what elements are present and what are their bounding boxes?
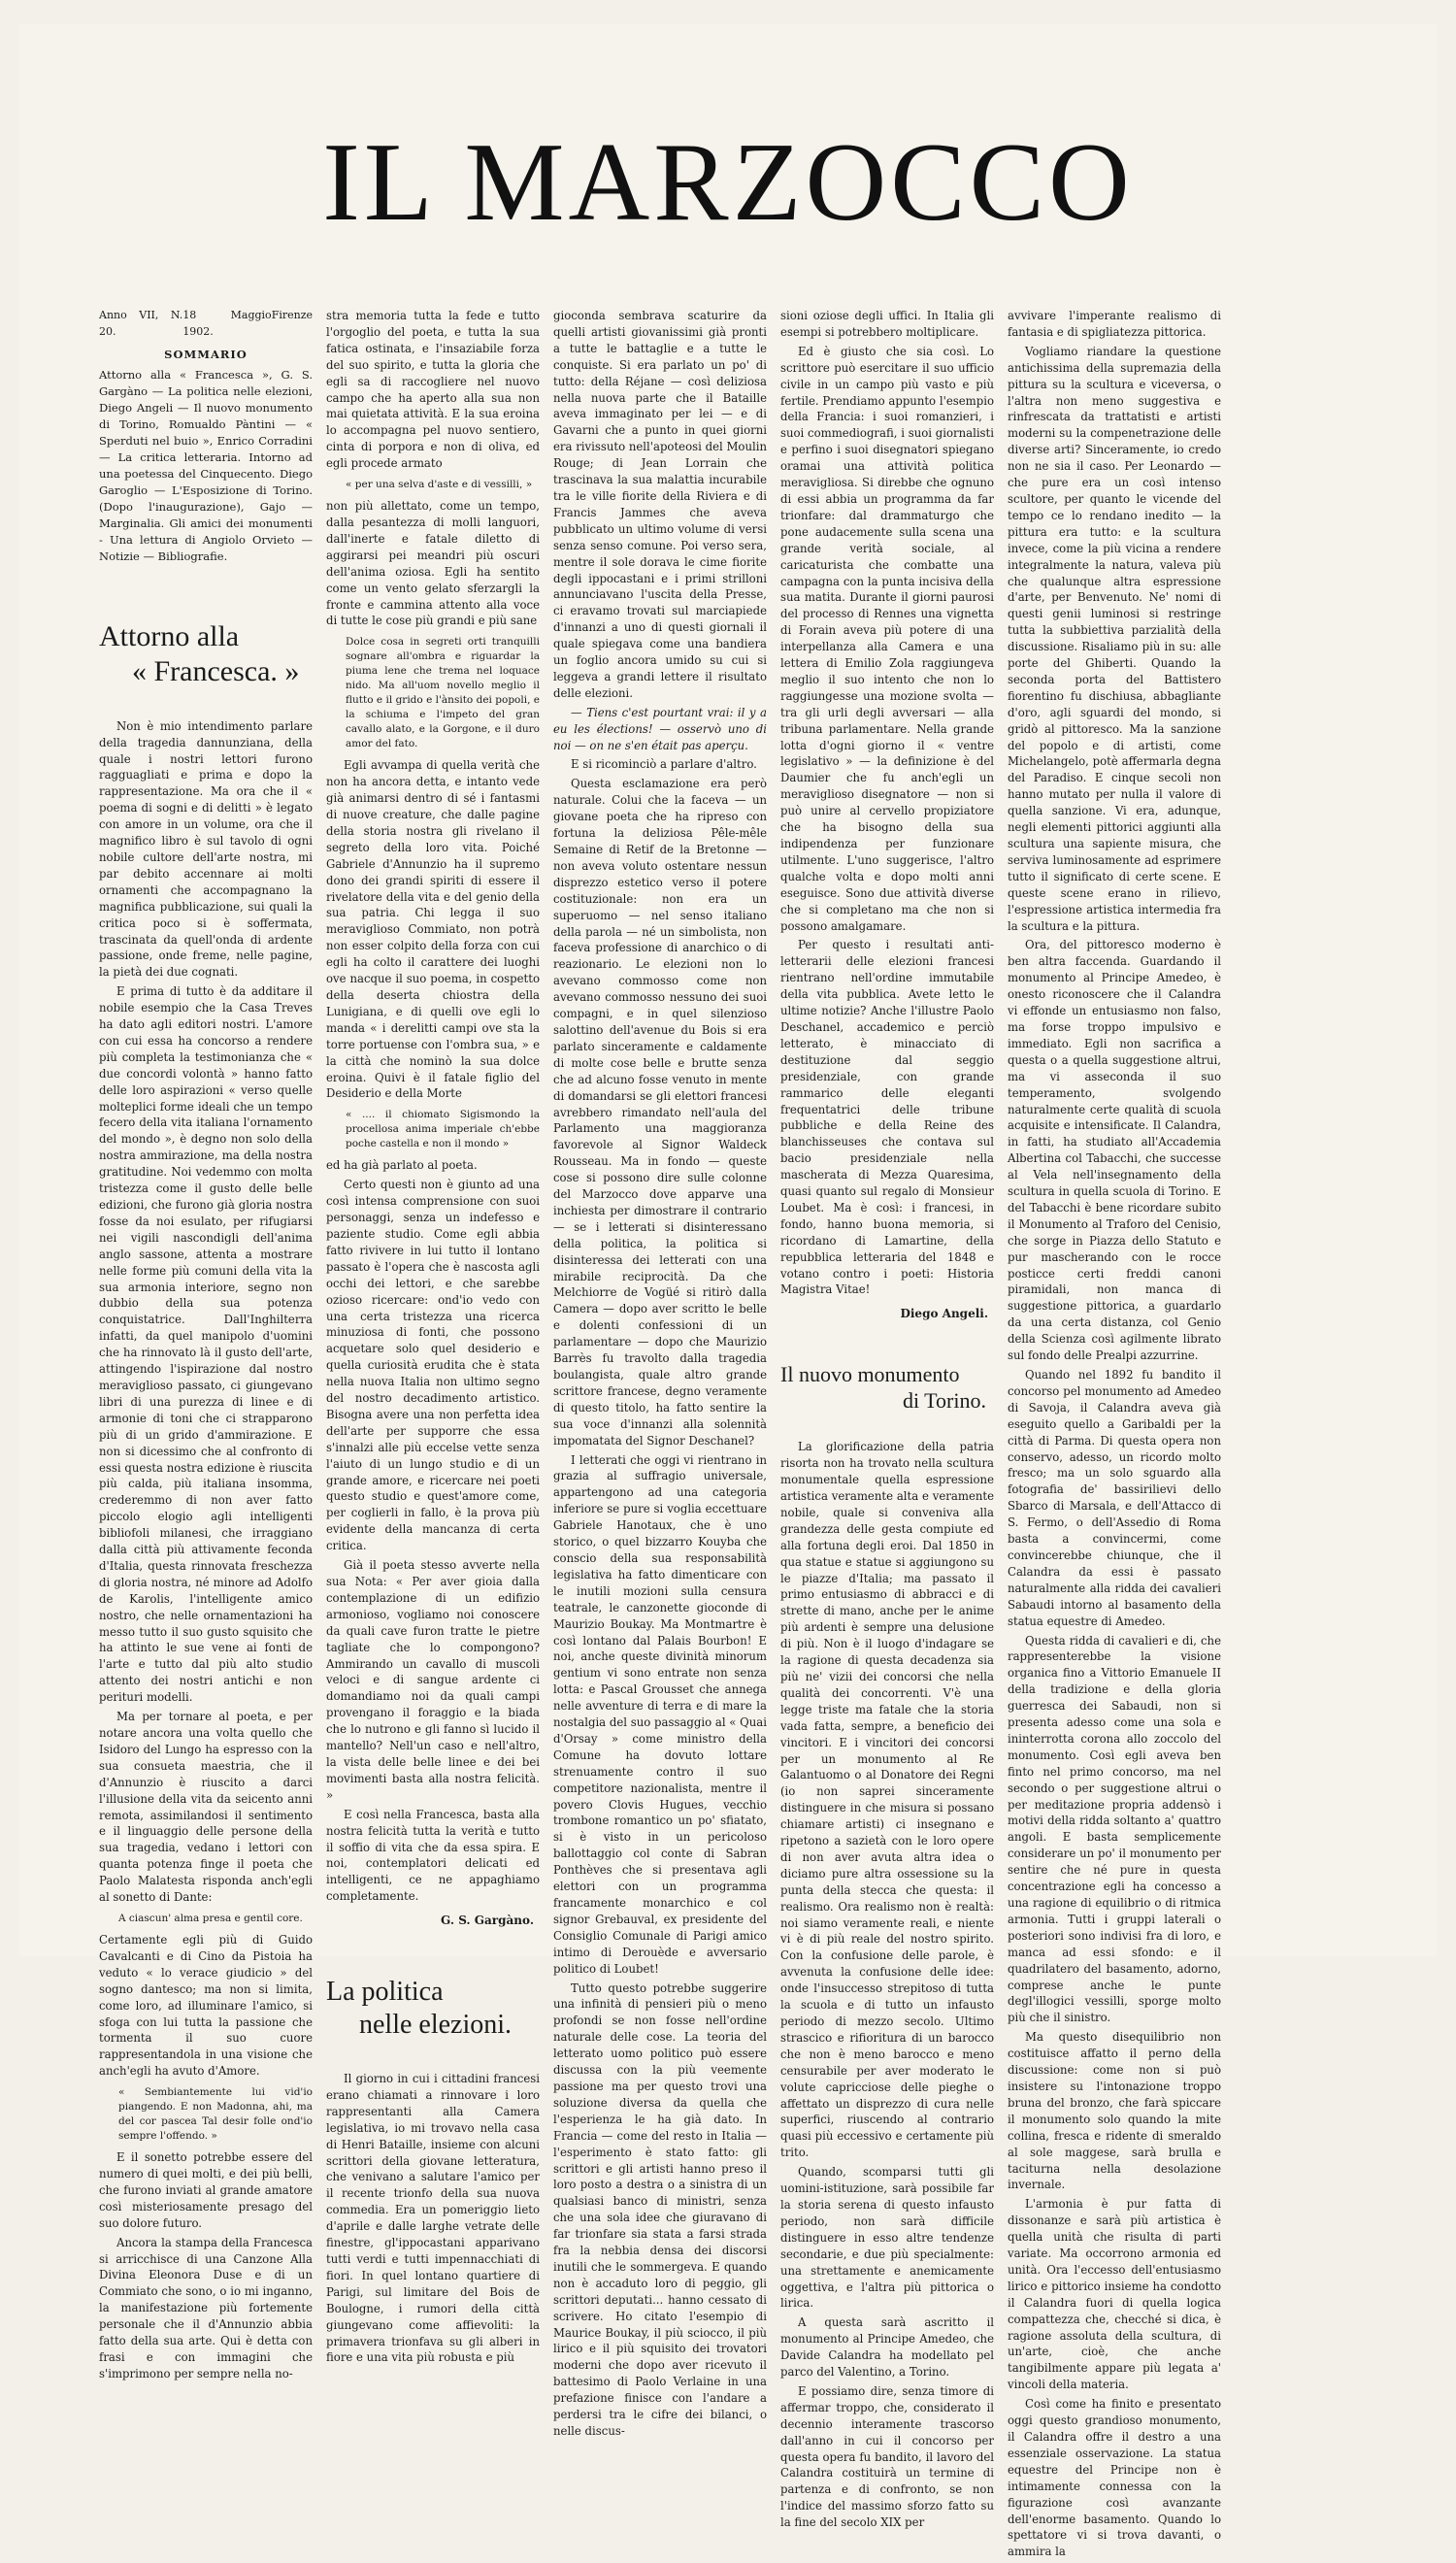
- paragraph: E così nella Francesca, basta alla nostra felicità tutta la verità e tutto il soffio di vita che da essa spira. E noi, contemplatori delicati ed intelligenti, ce ne appaghiamo completamente.: [326, 1807, 540, 1904]
- paragraph: — Tiens c'est pourtant vrai: il y a eu les élections! — osservò uno di noi — on ne s'en était pas aperçu.: [553, 705, 767, 752]
- paragraph: E possiamo dire, senza timore di affermar troppo, che, considerato il decennio interamente trascorso dall'anno in cui il concorso per questa opera fu bandito, il lavoro del Calandra costituirà un termine di partenza e di confronto, se non l'indice del massimo sforzo fatto su la fine del secolo XIX per: [780, 2383, 994, 2530]
- verse-quote: « .... il chiomato Sigismondo la procellosa anima imperiale ch'ebbe poche castella e non il mondo »: [346, 1109, 540, 1150]
- paragraph: Questa ridda di cavalieri e di, che rappresenterebbe la visione organica fino a Vittorio Emanuele II della tradizione e della gloria guerresca dei Sabaudi, non si presenta adesso come una sola e ininterrotta corona allo zoccolo del monumento. Così egli aveva ben finto nel primo concorso, ma nel secondo o per suggestione altrui o per meditazione propria addensò i motivi della ridda soltanto a' quattro angoli. E basta semplicemente considerare un po' il monumento per sentire che né pure in questa concentrazione egli ha concesso a una ragione di equilibrio o di ritmica armonia. Tutti i gruppi laterali o posteriori sono indivisi fra di loro, e manca ad essi sfondo: e il quadrilatero del basamento, adorno, comprese anche le punte degl'illogici vessilli, sporge molto più che il sinistro.: [1008, 1633, 1221, 2025]
- paragraph: Egli avvampa di quella verità che non ha ancora detta, e intanto vede già animarsi dentro di sé i fantasmi di nuove creature, che dalle pagine della storia nostra gli rivelano il segreto della loro vita. Poiché Gabriele d'Annunzio ha il supremo dono dei grandi spiriti di essere il rivelatore della vita e del genio della sua patria. Chi legga il suo meraviglioso Commiato, non potrà non esser colpito della forza con cui egli ha colto il carattere dei luoghi ove nacque il suo poema, in cospetto della deserta chiostra della Lunigiana, e di quelli ove egli lo manda « i derelitti campi ove sta la torre portuense con l'ombra sua, » e la città che nominò la sua dolce eroina. Quivi è il fatale figlio del Desiderio e della Morte: [326, 758, 540, 1101]
- paragraph: Questa esclamazione era però naturale. Colui che la faceva — un giovane poeta che ha ripreso con fortuna la deliziosa Pêle-mêle Semaine di Retif de la Bretonne — non aveva voluto ostentare nessun disprezzo estetico verso il potere costituzionale: non era un superuomo — nel senso italiano della parola — né un simbolista, non faceva professione di anarchico o di reazionario. Le elezioni non lo avevano commosso come non avevano commosso nessuno dei suoi compagni, e in quel silenzioso salottino dell'avenue du Bois si era parlato sinceramente e caldamente di molte cose belle e brutte senza che ad alcuno fosse venuto in mente di domandarsi se gli elettori francesi avrebbero rimandato nell'aula del Parlamento una maggioranza favorevole al Signor Waldeck Rousseau. Ma in fondo — queste cose si possono dire sulle colonne del Marzocco dove apparve una inchiesta per dimostrare il contrario — se i letterati si disinteressano della politica, la politica si disinteressa dei letterati con una mirabile reciprocità. Da che Melchiorre de Vogüé si ritirò dalla Camera — dopo aver scritto le belle e dolenti confessioni di un parlamentare — dopo che Maurizio Barrès fu travolto dalla tragedia boulangista, quale altro grande scrittore francese, degno veramente di questo titolo, ha fatto sentire la sua voce d'innanzi alla solennità impomatata del Signor Deschanel?: [553, 777, 767, 1448]
- columns: [99, 308, 1439, 2563]
- verse-quote: Dolce cosa in segreti orti tranquilli sognare all'ombra e riguardar la piuma lene che trema nel loquace nido. Ma all'uom novello meglio il flutto e il grido e l'ànsito dei popoli, e la schiuma e l'impeto del gran cavallo alato, e la Gorgone, e il duro amor del fato.: [346, 636, 540, 750]
- paragraph: E il sonetto potrebbe essere del numero di quei molti, e dei più belli, che furono inviati al grande amatore così misteriosamente presago del suo dolore futuro.: [99, 2150, 313, 2230]
- sommario-text: Attorno alla « Francesca », G. S. Gargàno — La politica nelle elezioni, Diego Angeli — Il nuovo monumento di Torino, Romualdo Pàntini — « Sperduti nel buio », Enrico Corradini — La critica letteraria. Intorno ad una poetessa del Cinquecento. Diego Garoglio — L'Esposizione di Torino. (Dopo l'inaugurazione), Gajo — Marginalia. Gli amici dei monumenti - Una lettura di Angiolo Orvieto — Notizie — Bibliografie.: [99, 367, 313, 563]
- signature: G. S. Gargàno.: [441, 1914, 534, 1928]
- title-line-1: Attorno alla: [99, 619, 240, 652]
- article-title-francesca: [99, 619, 313, 689]
- paragraph: avvivare l'imperante realismo di fantasia e di spigliatezza pittorica.: [1008, 309, 1221, 339]
- paragraph: La glorificazione della patria risorta non ha trovato nella scultura monumentale quella espressione artistica veramente alta e veramente nobile, quale si conveniva alla grandezza delle gesta compiute ed alla fortuna degli eroi. Dal 1850 in qua statue e statue si aggiungono su le piazze d'Italia; ma passato il primo entusiasmo di abbracci e di strette di mano, anche per le anime più ardenti è sempre una delusione di più. Non è il luogo d'indagare se la ragione di questa decadenza sia più ne' vizii dei concorsi che nella qualità dei concorrenti. V'è una legge triste ma fatale che la storia vada fatta, sempre, a beneficio dei vincitori. E i vincitori dei concorsi per un monumento al Re Galantuomo o al Donatore dei Regni (io non saprei sinceramente distinguere in che misura si possano chiamare artisti) ci insegnano e ripetono a sazietà con le loro opere di non aver avuta altra idea o diciamo pure altra ossessione su la punta della stecca che questa: il realismo. Ora realismo non è realtà: noi siamo veramente reali, e niente vi è di più reale del nostro spirito. Con la confusione delle parole, è avvenuta la confusione delle idee: onde l'insuccesso strepitoso di tutta la scuola e di tutto un infausto periodo di mezzo secolo. Ultimo strascico e rifioritura di un barocco che non è meno barocco e meno censurabile per aver moderato le volute capricciose delle pieghe o affettato un disprezzo di cura nelle superfici, riuscendo al contrario quasi più eccessivo e certamente più trito.: [780, 1440, 994, 2160]
- title-line-2: di Torino.: [902, 1388, 986, 1414]
- newspaper-page: [19, 24, 1437, 2559]
- issue-number: Anno VII, N. 20.: [99, 309, 183, 338]
- paragraph: Il giorno in cui i cittadini francesi erano chiamati a rinnovare i loro rappresentanti alla Camera legislativa, io mi trovavo nella casa di Henri Bataille, insieme con alcuni scrittori della giovane letteratura, che venivano a salutare l'amico per il recente trionfo della sua nuova commedia. Era un pomeriggio lieto d'aprile e dalle larghe vetrate delle finestre, gl'ippocastani apparivano tutti verdi e tutti impennacchiati di fiori. In quel lontano quartiere di Parigi, sul limitare del Bois de Boulogne, i rumori della città giungevano come affievoliti: la primavera trionfava su gli alberi in fiore e una vita più robusta e più: [326, 2072, 540, 2365]
- paragraph: E si ricominciò a parlare d'altro.: [571, 757, 757, 772]
- verse-quote: A ciascun' alma presa e gentil core.: [118, 1912, 303, 1924]
- paragraph: L'armonia è pur fatta di dissonanze e sarà più artistica è quella unità che risulta di parti variate. Ma occorrono armonia ed unità. Ora l'eccesso dell'entusiasmo lirico e pittorico insieme ha condotto il Calandra fuori di quella logica compattezza che, checché si dica, è ragione assoluta della scultura, di un'arte, cioè, che anche tangibilmente appare più legata a' vincoli della materia.: [1008, 2197, 1221, 2392]
- article-title-monumento: [780, 1361, 994, 1414]
- issue-city: Firenze: [271, 309, 313, 321]
- paragraph: Quando, scomparsi tutti gli uomini-istituzione, sarà possibile far la storia serena di questo infausto periodo, non sarà difficile distinguere in esso altre tendenze secondarie, e due più specialmente: una strettamente e anemicamente oggettiva, e l'altra più pittorica o lirica.: [780, 2165, 994, 2311]
- paragraph: Ma per tornare al poeta, e per notare ancora una volta quello che Isidoro del Lungo ha espresso con la sua consueta maestria, che il d'Annunzio è riuscito a darci l'illusione della vita da seicento anni remota, assimilandosi il sentimento e il linguaggio delle persone della sua tragedia, vedano i lettori con quanta potenza finge il poeta che Paolo Malatesta risponda anch'egli al sonetto di Dante:: [99, 1710, 313, 1905]
- verse-quote: « Sembiantemente lui vid'io piangendo. E non Madonna, ahi, ma del cor pascea Tal desir folle ond'io sempre l'offendo. »: [118, 2086, 313, 2143]
- title-line-2: « Francesca. »: [132, 654, 300, 687]
- paragraph: Ancora la stampa della Francesca si arricchisce di una Canzone Alla Divina Eleonora Duse e di un Commiato che sono, o io mi inganno, la manifestazione più fortemente personale che il d'Annunzio abbia fatto della sua arte. Qui è detta con frasi e con immagini che s'imprimono per sempre nella no-: [99, 2235, 313, 2380]
- paragraph: E prima di tutto è da additare il nobile esempio che la Casa Treves ha dato agli editori nostri. L'amore con cui essa ha concorso a rendere più completa la testimonianza che « due concordi volontà » hanno fatto delle loro aspirazioni « verso quelle molteplici forme ideali che un tempo fecero della vita italiana l'ornamento del mondo », è degno non solo della nostra ammirazione, ma della nostra gratitudine. Noi vedemmo con molta tristezza come il gusto delle belle edizioni, che furono già gloria nostra fosse da noi esulato, per rifugiarsi nei vigili nascondigli dell'anima anglo sassone, attenta a mostrare nelle forme più comuni della vita la sua armonia interiore, segno non dubbio della sua potenza conquistatrice. Dall'Inghilterra infatti, da quel manipolo d'uomini che ha rinnovato là il gusto dell'arte, attingendo l'ispirazione dal nostro meraviglioso passato, ci giungevano libri di una purezza di linee e di armonie di toni che ci strapparono più di un grido d'ammirazione. E non si dicessimo che al confronto di essi questa nostra edizione è riuscita più calda, più italiana insomma, crederemmo di non aver fatto piccolo elogio agli intelligenti bibliofoli milanesi, che irraggiano dalla città più attivamente feconda d'Italia, questa rinnovata freschezza di gloria nostra, né minore ad Adolfo de Karolis, l'intelligente amico nostro, che nelle ornamentazioni ha messo tutto il suo gusto squisito che ha attinto le sue vene ai fonti de l'arte e tutto dal più alto studio attento dei nostri antichi e non periturі modelli.: [99, 984, 313, 1705]
- article-title-politica: [326, 1976, 540, 2042]
- column-5: [1008, 308, 1221, 2563]
- paragraph: Ma questo disequilibrio non costituisce affatto il perno della discussione: come non si può insistere su l'intonazione troppo bruna del bronzo, che farà spiccare il monumento solo quando la mite collina, fresca e ridente di smeraldo al sole maggese, sarà brulla e taciturna nella desolazione invernale.: [1008, 2030, 1221, 2192]
- paragraph: Così come ha finito e presentato oggi questo grandioso monumento, il Calandra offre il destro a una essenziale osservazione. La statua equestre del Principe non è intimamente connessa con la figurazione così avanzante dell'enorme basamento. Quando lo spettatore vi si trova davanti, o ammira la: [1008, 2397, 1221, 2559]
- title-line-2: nelle elezioni.: [359, 2010, 513, 2041]
- column-3: [553, 308, 767, 2563]
- issue-date: 18 Maggio 1902.: [182, 309, 272, 338]
- paragraph: Certo questi non è giunto ad una così intensa comprensione con suoi personaggi, senza un indefesso e paziente studio. Come egli abbia fatto rivivere in lui tutto il lontano passato è l'opera che è nascosta agli occhi dei lettori, e che sarebbe ozioso ricercare: ond'io vedo con una certa tristezza una ricerca minuziosa di fonti, che possono acquetare solo quel desiderio e quella curiosità erudita che è stata nella nuova Italia non ultimo segno del nostro decadimento artistico. Bisogna avere una non perfetta idea dell'arte per supporre che essa s'innalzi alle più eccelse vette senza l'aiuto di un lungo studio e di un grande amore, e ricercare nei poeti questo studio e quest'amore come, per coglierli in fallo, è la prova più evidente della mancanza di certa critica.: [326, 1178, 540, 1553]
- signature: Diego Angeli.: [900, 1307, 988, 1321]
- paragraph: Già il poeta stesso avverte nella sua Nota: « Per aver gioia dalla contemplazione di un edifizio armonioso, vogliamo noi conoscere da quali cave furon tratte le pietre tagliate che lo compongono? Ammirando un cavallo di muscoli veloci e di sangue ardente ci domandiamo noi da quali campi provengano il foraggio e la biada che lo nutrono e gli fanno sì lucido il mantello? Nell'un caso e nell'altro, la vista delle belle linee e dei bei movimenti basta alla nostra felicità. »: [326, 1558, 540, 1802]
- paragraph: Ora, del pittoresco moderno è ben altra faccenda. Guardando il monumento al Principe Amedeo, è onesto riconoscere che il Calandra vi effonde un entusiasmo non falso, ma forse troppo impulsivo e immediato. Egli non sacrifica a questa o a quella suggestione altrui, ma vi asseconda il suo temperamento, svolgendo naturalmente certe qualità di scuola acquisite e intensificate. Il Calandra, in fatti, ha studiato all'Accademia Albertina col Tabacchi, che successe al Vela nell'insegnamento della scultura in quella scuola di Torino. E del Tabacchi è bene ricordare subito il Monumento al Traforo del Cenisio, che sorge in Piazza dello Statuto e pur mascherando con le rocce posticce certi freddi canoni piramidali, non manca di suggestione pittorica, a guardarlo da una certa distanza, col Genio della Scienza così agilmente librato sul fondo delle Prealpi azzurrine.: [1008, 938, 1221, 1363]
- paragraph: Certamente egli più di Guido Cavalcanti e di Cino da Pistoia ha veduto « lo verace giudicio » del sogno dantesco; ma non si limita, come loro, ad illuminare l'amico, si sfoga con lui tutta la passione che tormenta il suo cuore rappresentandola in una visione che anch'egli ha avuto d'Amore.: [99, 1932, 313, 2079]
- paragraph: Ed è giusto che sia così. Lo scrittore può esercitare il suo ufficio civile in un campo più vasto e più fertile. Prendiamo appunto l'esempio della Francia: i suoi romanzieri, i suoi commediografi, i suoi giornalisti e perfino i suoi disegnatori spiegano oramai una attività politica meravigliosa. Si direbbe che ognuno di essi abbia un programma da far trionfare: dal drammaturgo che pone audacemente sulla scena una grande verità sociale, al caricaturista che combatte una campagna con la punta incisiva della sua matita. Durante il giorni paurosi del processo di Rennes una vignetta di Forain aveva più potere di una interpellanza alla Camera e una lettera di Emilio Zola raggiungeva meglio il suo intento che non lo raggiungesse una mozione svolta — tra gli urli degli avversari — alla tribuna parlamentare. Nella grande lotta d'ogni giorno il « ventre legislativo » — la definizione è del Daumier che fu anch'egli un meraviglioso disegnatore — non si può unire al cervello propiziatore che ha bisogno della sua indipendenza per funzionare utilmente. L'uno suggerisce, l'altro qualche volta e dopo molti anni eseguisce. Sono due attività diverse che si completano ma che non si possono amalgamare.: [780, 344, 994, 933]
- paragraph: Non è mio intendimento parlare della tragedia dannunziana, della quale i nostri lettori furono ragguagliati e prima e dopo la rappresentazione. Ma ora che il « poema di sogni e di delitti » è legato con amore in un volume, ora che il magnifico libro è sul tavolo di ogni nobile cultore dell'arte nostra, mi par debito accennare ai molti ornamenti che accompagnano la magnifica pubblicazione, sui quali la critica poco si è soffermata, trascinata da quell'onda di ardente passione, onde freme, nelle pagine, la pietà dei due cognati.: [99, 718, 313, 980]
- paragraph: A questa sarà ascritto il monumento al Principe Amedeo, che Davide Calandra ha modellato pel parco del Valentino, a Torino.: [780, 2315, 994, 2380]
- paragraph: Vogliamo riandare la questione antichissima della supremazia della pittura su la scultura e viceversa, o l'altra non meno suggestiva e rinfrescata da trattatisti e artisti moderni su la compenetrazione delle diverse arti? Sinceramente, io credo non ne sia il caso. Per Leonardo — che pure era un così intenso scultore, per quanto le vicende del tempo ce lo rendano inedito — la pittura era tutto: e la scultura invece, come la più vicina a rendere integralmente la natura, valeva più che qualunque altra espressione d'arte, per Benvenuto. Ne' nomi di questi genii luminosi si restringe tutta la subbiettiva parzialità della discussione. Risaliamo più in su: alle porte del Ghiberti. Quando la seconda porta del Battistero fiorentino fu dischiusa, abbagliante d'oro, agli sguardi del mondo, si gridò al pittoresco. Ma la sanzione del popolo e di artisti, come Michelangelo, potè affermarla degna del Paradiso. E cinque secoli non hanno mutato per nulla il valore di quella sanzione. Vi era, adunque, negli elementi pittorici aggiunti alla scultura una sapiente misura, che serviva luminosamente ad esprimere tutto il significato di certe scene. E queste scene erano in rilievo, l'espressione artistica intermedia fra la scultura e la pittura.: [1008, 344, 1221, 933]
- paragraph: I letterati che oggi vi rientrano in grazia al suffragio universale, appartengono ad una categoria inferiore se pure si voglia eccettuare Gabriele Hanotaux, che è uno storico, o quel bizzarro Kouyba che conscio della sua responsabilità legislativa ha fatto dimenticare con le inutili mozioni sulla censura teatrale, le canzonette gioconde di Maurizio Boukay. Ma Montmartre è così lontano dal Palais Bourbon! E noi, anche queste divinità minorum gentium vi sono entrate non senza lotta: e Pascal Grousset che annega nelle avventure di terra e di mare la nostalgia del suo passaggio al « Quai d'Orsay » come ministro della Comune ha dovuto lottare strenuamente contro il suo competitore nazionalista, mentre il povero Clovis Hugues, vecchio trombone romantico un po' sfiatato, si è visto in un pericoloso ballottaggio col conte di Sabran Ponthèves che si presentava agli elettori con un programma francamente monarchico e col signor Grebauval, ex presidente del Consiglio Comunale di Parigi amico intimo di Derouède e avversario politico di Loubet!: [553, 1452, 767, 1976]
- column-2: [326, 308, 540, 2563]
- title-line-1: Il nuovo monumento: [780, 1362, 960, 1387]
- paragraph: stra memoria tutta la fede e tutto l'orgoglio del poeta, e tutta la sua fatica ostinata, e l'insaziabile forza del suo spirito, e tutta la gloria che egli sa di raccogliere nel nuovo campo che ha aperto alla sua non mai quietata attività. E la sua eroina lo accompagna pel nuovo sentiero, cinta di porpora e non di oliva, ed egli procede armato: [326, 309, 540, 471]
- column-1: [99, 308, 313, 2563]
- issue-line: [99, 308, 313, 341]
- paragraph: non più allettato, come un tempo, dalla pesantezza di molli languori, dall'inerte e fatale diletto di aggirarsi pei meandri più oscuri dell'anima oziosa. Egli ha sentito come un vento gelato sferzargli la fronte e cammina attento alla voce di tutte le cose più grandi e più sane: [326, 499, 540, 628]
- paragraph: Quando nel 1892 fu bandito il concorso pel monumento ad Amedeo di Savoja, il Calandra aveva già eseguito quello a Garibaldi per la città di Parma. Di questa opera non conservo, adesso, un ricordo molto fresco; ma un solo sguardo alla fotografia de' bassirilievi dello Sbarco di Marsala, e dell'Attacco di S. Fermo, o dell'Assedio di Roma basta a convincermi, come convincerebbe chiunque, che il Calandra da essi è passato naturalmente alla ridda dei cavalieri Sabaudi intorno al basamento della statua equestre di Amedeo.: [1008, 1368, 1221, 1628]
- title-line-1: La politica: [326, 1977, 444, 2008]
- masthead: IL MARZOCCO: [322, 120, 1134, 245]
- verse-quote: « per una selva d'aste e di vessilli, »: [346, 479, 533, 491]
- paragraph: Tutto questo potrebbe suggerire una infinità di pensieri più o meno profondi se non fosse nell'ordine naturale delle cose. La teoria del letterato uomo politico può essere discussa con la più veemente passione ma per questo trovi una soluzione diversa da quella che l'esperienza le ha già dato. In Francia — come del resto in Italia — l'esperimento è stato fatto: gli scrittori e gli artisti hanno preso il loro posto a destra o a sinistra di un qualsiasi banco di ministri, senza che una sola idee che giuravano di far trionfare sia stata a farsi strada fra la nebbia densa dei discorsi inutili che le sommergeva. E quando non è accaduto loro di peggio, gli scrittori deputati... hanno cessato di scrivere. Ho citato l'esempio di Maurice Boukay, il più sciocco, il più lirico e il più squisito dei trovatori moderni che dopo aver ricevuto il battesimo di Paolo Verlaine in una prefazione finisce con l'andare a perdersi tra le cifre dei bilanci, o nelle discus-: [553, 1980, 767, 2438]
- paragraph: Per questo i resultati anti-letterarii delle elezioni francesi rientrano nell'ordine immutabile della vita pubblica. Avete letto le ultime notizie? Anche l'illustre Paolo Deschanel, accademico e perciò letterato, è minacciato di destituzione dal seggio presidenziale, con grande rammarico delle eleganti frequentatrici delle tribune pubbliche e della Reine des blanchisseuses che contava sul bacio presidenziale nella mascherata di Mezza Quaresima, quasi quanto sul regalo di Monsieur Loubet. Ma è così: i francesi, in fondo, hanno buona memoria, si ricordano di Lamartine, della repubblica letteraria del 1848 e votano contro i poeti: Historia Magistra Vitae!: [780, 938, 994, 1297]
- column-4: [780, 308, 994, 2563]
- paragraph: ed ha già parlato al poeta.: [326, 1158, 478, 1173]
- sommario-title: SOMMARIO: [164, 347, 248, 361]
- paragraph: gioconda sembrava scaturire da quelli artisti giovanissimi già pronti a tutte le battaglie e a tutte le conquiste. Si era parlato un po' di tutto: della Réjane — così deliziosa nella nuova parte che il Bataille aveva immaginato per lei — e di Gavarni che a punto in quei giorni era rivissuto nell'apoteosi del Moulin Rouge; di Jean Lorrain che trascinava la sua malattia incurabile tra le ville fiorite della Riviera e di Francis Jammes che aveva pubblicato un ultimo volume di versi senza senso comune. Poi verso sera, mentre il sole dorava le cime fiorite degli ippocastani e i primi strilloni annunciavano l'uscita della Presse, ci eravamo trovati sul marciapiede d'innanzi a uno di questi giornali il quale spiegava come una bandiera un foglio ancora umido su cui si leggeva a grandi lettere il risultato delle elezioni.: [553, 309, 767, 700]
- paragraph: sioni oziose degli uffici. In Italia gli esempi si potrebbero moltiplicare.: [780, 309, 994, 339]
